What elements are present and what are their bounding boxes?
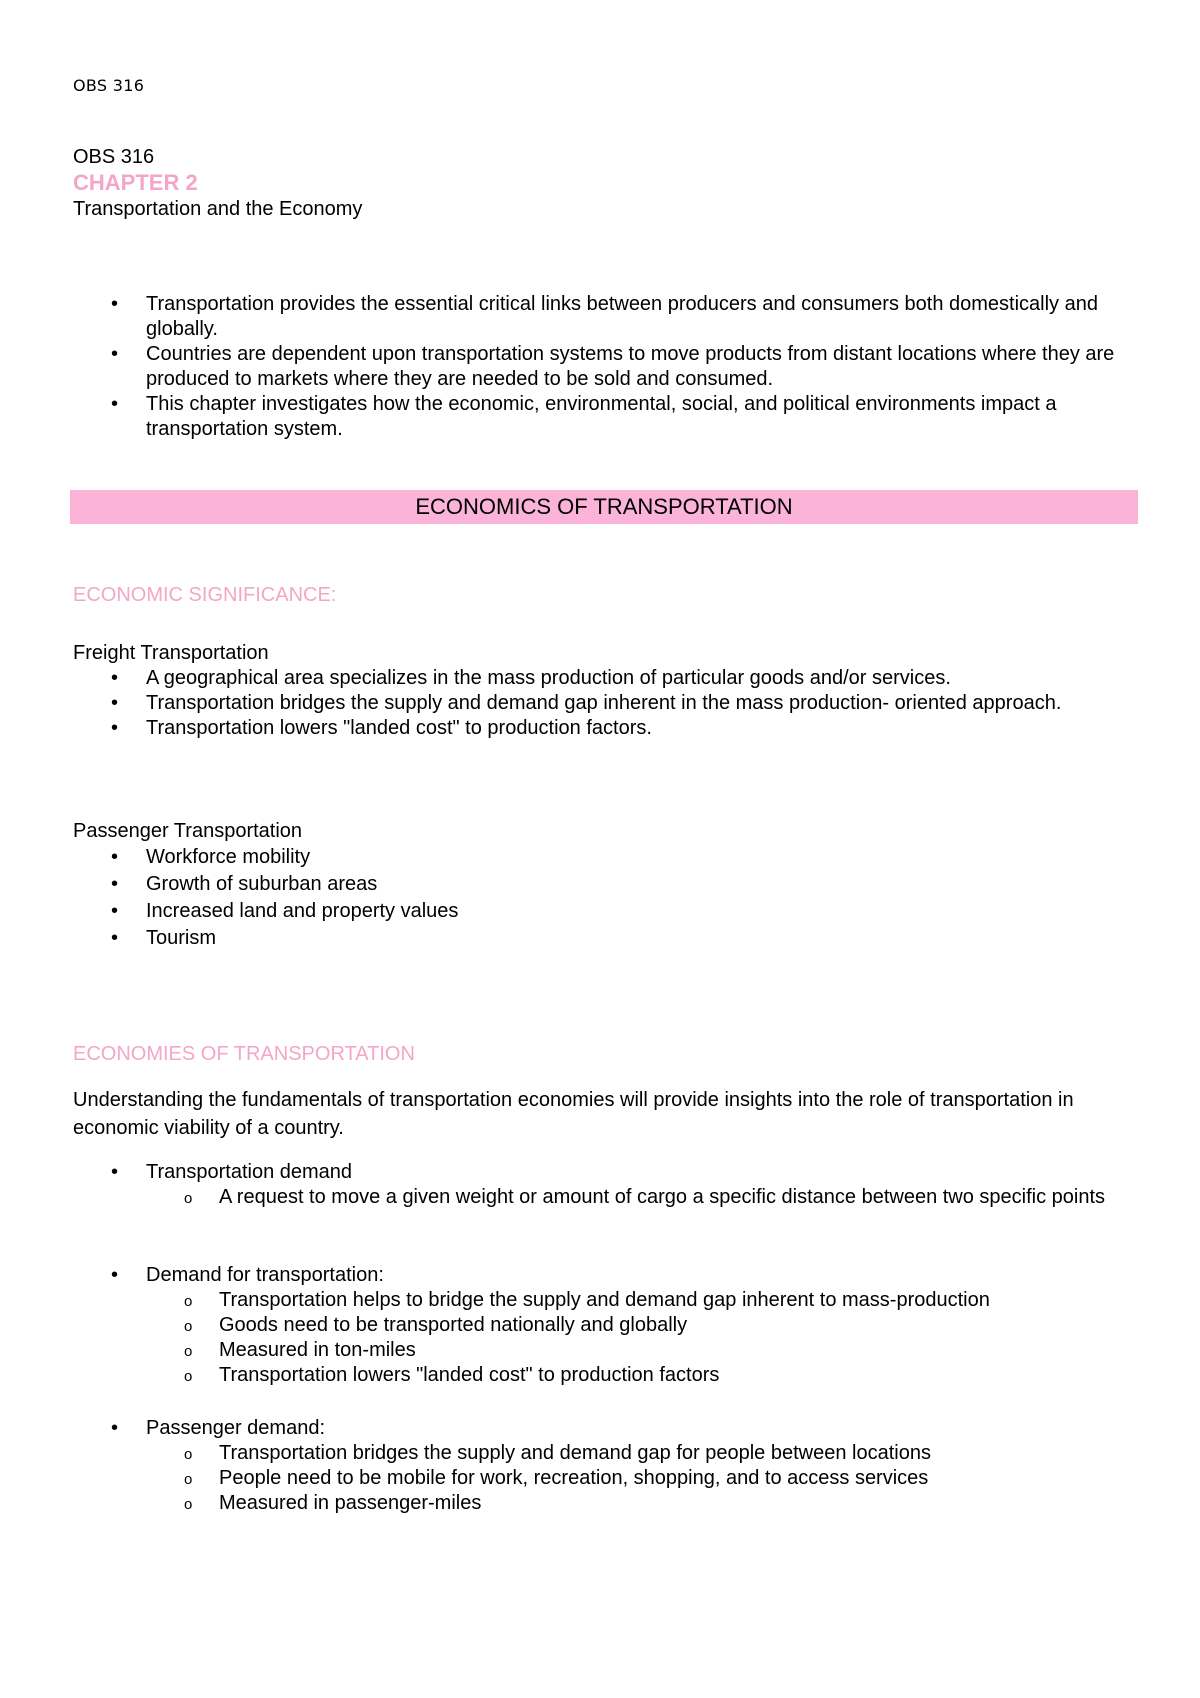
passenger-demand-group [73, 1416, 1133, 1516]
sub-list-item: o Goods need to be transported nationally and globally [146, 1313, 1133, 1338]
freight-title: Freight Transportation [73, 642, 269, 664]
demand-for-sublist [146, 1288, 1133, 1388]
sub-list-item: o A request to move a given weight or amount of cargo a specific distance between two specific points [146, 1185, 1133, 1210]
economies-intro: Understanding the fundamentals of transportation economies will provide insights into the role of transportation in economic viability of a country. [73, 1089, 1074, 1139]
economies-section [73, 1043, 1133, 1066]
sub-list-item: o Transportation lowers "landed cost" to production factors [146, 1363, 1133, 1388]
intro-section [73, 292, 1133, 442]
list-item: • Countries are dependent upon transportation systems to move products from distant locations where they are produced to markets where they are needed to be sold and consumed. [73, 342, 1133, 392]
sub-list-item: o People need to be mobile for work, recreation, shopping, and to access services [146, 1466, 1133, 1491]
passenger-demand-sublist [146, 1441, 1133, 1516]
demand-for-transportation-group [73, 1263, 1133, 1388]
list-item: • A geographical area specializes in the mass production of particular goods and/or services. [73, 666, 1133, 691]
demand-list [73, 1160, 1133, 1185]
list-item: • Passenger demand: [73, 1416, 1133, 1441]
demand-sublist [146, 1185, 1133, 1210]
running-header: OBS 316 [73, 76, 145, 95]
passenger-demand-list [73, 1416, 1133, 1441]
list-item: • Transportation demand [73, 1160, 1133, 1185]
list-item: • This chapter investigates how the economic, environmental, social, and political environments impact a transportation system. [73, 392, 1133, 442]
list-item: • Transportation provides the essential critical links between producers and consumers both domestically and globally. [73, 292, 1133, 342]
course-code: OBS 316 [73, 146, 155, 168]
passenger-title: Passenger Transportation [73, 820, 303, 842]
chapter-subtitle: Transportation and the Economy [73, 198, 363, 220]
list-item: • Transportation lowers "landed cost" to production factors. [73, 716, 1133, 741]
passenger-block [73, 818, 1133, 952]
chapter-heading: CHAPTER 2 [73, 170, 198, 195]
sub-list-item: o Transportation bridges the supply and demand gap for people between locations [146, 1441, 1133, 1466]
list-item: • Transportation bridges the supply and demand gap inherent in the mass production- oriented approach. [73, 691, 1133, 716]
list-item: • Increased land and property values [73, 898, 1133, 925]
sub-list-item: o Transportation helps to bridge the supply and demand gap inherent to mass-production [146, 1288, 1133, 1313]
list-item: • Tourism [73, 925, 1133, 952]
list-item: • Demand for transportation: [73, 1263, 1133, 1288]
economic-significance-section [73, 584, 1133, 607]
title-block [73, 144, 1133, 222]
intro-list [73, 292, 1133, 442]
demand-for-list [73, 1263, 1133, 1288]
section-banner: ECONOMICS OF TRANSPORTATION [70, 490, 1138, 524]
freight-list [73, 666, 1133, 741]
freight-block [73, 640, 1133, 741]
passenger-list [73, 844, 1133, 952]
section-heading: ECONOMIC SIGNIFICANCE: [73, 584, 337, 606]
sub-list-item: o Measured in passenger-miles [146, 1491, 1133, 1516]
transportation-demand-group [73, 1160, 1133, 1210]
list-item: • Growth of suburban areas [73, 871, 1133, 898]
sub-list-item: o Measured in ton-miles [146, 1338, 1133, 1363]
list-item: • Workforce mobility [73, 844, 1133, 871]
section-heading: ECONOMIES OF TRANSPORTATION [73, 1043, 415, 1065]
